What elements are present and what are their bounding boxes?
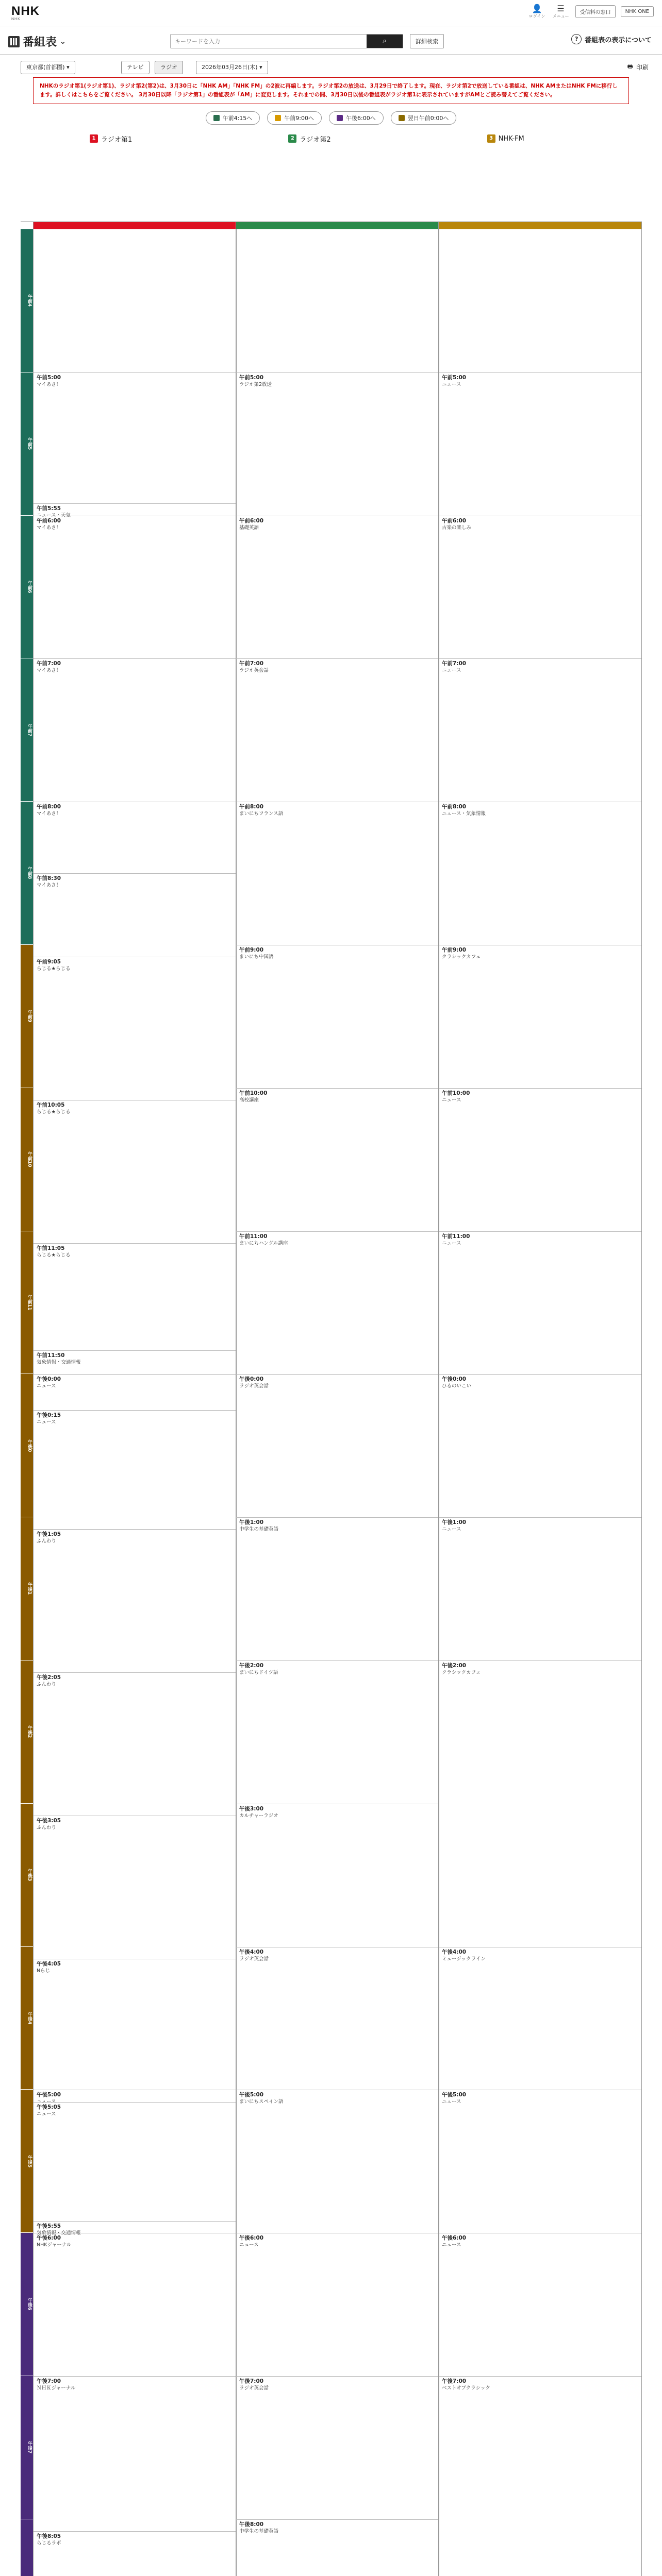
program-time: 午後7:00 xyxy=(442,2378,467,2384)
program-title: ニュース xyxy=(442,1527,461,1533)
program-title: ニュース xyxy=(442,2099,461,2105)
program-cell[interactable] xyxy=(34,2221,236,2236)
program-time: 午後5:00 xyxy=(239,2092,264,2098)
hour-label: 午後3 xyxy=(21,1804,33,1946)
program-cell[interactable] xyxy=(439,1660,641,1947)
program-title: まいにちドイツ語 xyxy=(239,1670,278,1675)
program-cell[interactable] xyxy=(34,1816,236,1959)
program-time: 午後7:00 xyxy=(239,2378,264,2384)
menu-icon[interactable]: ☰ メニュー xyxy=(552,4,569,19)
program-time: 午後1:00 xyxy=(442,1519,467,1526)
program-time: 午後5:00 xyxy=(37,2092,61,2098)
program-title: まいにちスペイン語 xyxy=(239,2099,284,2105)
program-time: 午前8:00 xyxy=(37,804,61,810)
program-time: 午後2:00 xyxy=(239,1663,264,1669)
column-fm xyxy=(438,222,642,2576)
column-r2 xyxy=(236,222,439,2576)
program-time: 午後5:00 xyxy=(442,2092,467,2098)
program-title: マイあさ！ xyxy=(37,381,61,387)
program-time: 午後3:00 xyxy=(239,1805,264,1812)
program-time: 午後6:00 xyxy=(37,2235,61,2242)
hour-label: 午後0 xyxy=(21,1374,33,1517)
program-time: 午前8:00 xyxy=(239,804,264,810)
jump-button-midnight[interactable]: 翌日午前0:00へ xyxy=(391,111,457,125)
page-title[interactable]: 番組表 ⌄ xyxy=(8,33,66,49)
program-cell[interactable] xyxy=(34,2233,236,2376)
program-cell[interactable] xyxy=(34,1959,236,2090)
hour-label: 午前7 xyxy=(21,658,33,801)
program-time: 午前9:05 xyxy=(37,959,61,965)
program-cell[interactable] xyxy=(34,503,236,519)
jump-button-morning[interactable]: 午前4:15へ xyxy=(206,111,260,125)
program-cell[interactable] xyxy=(34,1672,236,1816)
nhk-logo[interactable]: NHK NHK xyxy=(11,4,40,21)
jump-button-evening[interactable]: 午後6:00へ xyxy=(329,111,384,125)
program-cell[interactable] xyxy=(34,2531,236,2576)
program-time: 午前8:30 xyxy=(37,875,61,882)
hour-label: 午前8 xyxy=(21,802,33,944)
program-title: ふんわり xyxy=(37,1824,57,1831)
program-time: 午後5:05 xyxy=(37,2104,61,2110)
program-cell[interactable] xyxy=(236,1804,439,1947)
top-bar xyxy=(0,0,662,26)
program-title: 気象情報・交通情報 xyxy=(37,1360,81,1366)
program-title: ニュース xyxy=(442,1240,461,1246)
program-title: マイあさ！ xyxy=(37,524,61,531)
program-title: 中学生の基礎英語 xyxy=(239,1527,279,1533)
program-title: ニュース・天気 xyxy=(37,513,71,519)
program-time: 午後0:00 xyxy=(239,1376,264,1383)
program-title: カルチャーラジオ xyxy=(239,1812,278,1819)
search-row xyxy=(0,26,662,55)
program-time: 午後2:05 xyxy=(37,1674,61,1681)
program-cell[interactable] xyxy=(236,1517,439,1660)
program-title: ふんわり xyxy=(37,1538,57,1545)
advanced-search-button[interactable]: 詳細検索 xyxy=(410,34,444,48)
hour-label: 午後7 xyxy=(21,2376,33,2519)
program-title: ニュース xyxy=(239,2242,259,2248)
schedule-grid xyxy=(21,222,642,2576)
search-input[interactable] xyxy=(171,35,367,48)
hour-label: 午後2 xyxy=(21,1660,33,1803)
program-title: マイあさ！ xyxy=(37,883,61,889)
program-cell[interactable] xyxy=(236,1947,439,2090)
program-title: ラジオ英会話 xyxy=(239,2385,269,2391)
program-title: ニュース xyxy=(442,381,461,387)
program-cell[interactable] xyxy=(439,1947,641,2090)
program-title: らじるラボ xyxy=(37,2540,61,2546)
region-select[interactable]: 東京都(首都圏) ▾ xyxy=(21,61,75,74)
program-title: ふんわり xyxy=(37,1682,57,1688)
print-button[interactable]: 🖶 印刷 xyxy=(627,62,649,73)
hour-label: 午前11 xyxy=(21,1231,33,1374)
program-time: 午前9:00 xyxy=(239,947,264,953)
top-icons xyxy=(528,4,654,19)
program-title: ニュース xyxy=(37,1383,56,1389)
program-cell[interactable] xyxy=(236,2233,439,2376)
program-cell[interactable] xyxy=(439,658,641,802)
channel-header xyxy=(33,133,629,144)
program-cell[interactable] xyxy=(34,873,236,957)
program-time: 午前5:00 xyxy=(239,374,264,381)
program-title: らじる★らじる xyxy=(37,966,71,972)
program-cell[interactable] xyxy=(236,1088,439,1231)
program-time: 午前10:00 xyxy=(442,1090,470,1096)
program-title: ニュース xyxy=(37,1419,56,1425)
hour-label: 午前9 xyxy=(21,945,33,1088)
channel-r2[interactable]: 2 ラジオ第2 xyxy=(231,133,430,144)
program-title: 古楽の楽しみ xyxy=(442,524,472,531)
hour-label xyxy=(21,2519,33,2576)
program-time: 午前11:05 xyxy=(37,1245,65,1251)
program-time: 午後4:05 xyxy=(37,1960,61,1967)
register-button[interactable]: 受信料の窓口 xyxy=(575,5,616,18)
program-time: 午前11:00 xyxy=(442,1233,470,1240)
program-cell[interactable] xyxy=(34,957,236,1100)
program-cell[interactable] xyxy=(34,2376,236,2531)
program-cell[interactable] xyxy=(236,2376,439,2519)
program-time: 午後8:05 xyxy=(37,2533,61,2539)
program-cell[interactable] xyxy=(34,2090,236,2105)
program-cell[interactable] xyxy=(439,1517,641,1660)
hour-label: 午前5 xyxy=(21,372,33,515)
program-title: NHKジャーナル xyxy=(37,2242,72,2248)
program-title: ベストオブクラシック xyxy=(442,2385,490,2391)
program-cell[interactable] xyxy=(34,516,236,659)
program-title: 高校講座 xyxy=(239,1097,259,1103)
printer-icon: 🖶 xyxy=(627,63,633,70)
program-cell[interactable] xyxy=(439,1088,641,1231)
program-title: ラジオ英会話 xyxy=(239,1956,269,1962)
program-time: 午前6:00 xyxy=(37,517,61,524)
hour-label: 午後4 xyxy=(21,1947,33,2090)
program-time: 午前7:00 xyxy=(239,660,264,667)
program-cell[interactable] xyxy=(439,372,641,516)
program-title: 気象情報・交通情報 xyxy=(37,2230,81,2236)
program-cell[interactable] xyxy=(34,658,236,802)
program-title: まいにちハングル講座 xyxy=(239,1240,288,1246)
program-title: ニュース xyxy=(442,2242,461,2248)
account-icon[interactable]: 👤 ログイン xyxy=(528,4,545,19)
program-cell[interactable] xyxy=(34,2102,236,2222)
program-cell[interactable] xyxy=(439,516,641,659)
date-select[interactable]: 2026年03月26日(木) ▾ xyxy=(196,61,268,74)
about-link[interactable]: ? 番組表の表示について xyxy=(571,34,652,44)
grid-icon xyxy=(8,36,20,47)
program-time: 午後0:00 xyxy=(37,1376,61,1383)
program-cell[interactable] xyxy=(34,1350,236,1374)
program-title: まいにちフランス語 xyxy=(239,811,284,817)
program-title: ＮＨＫジャーナル xyxy=(37,2385,76,2391)
program-title: ひるのいこい xyxy=(442,1383,472,1389)
plus-button[interactable]: NHK ONE xyxy=(621,6,654,17)
program-title: ラジオ第2放送 xyxy=(239,381,272,387)
hour-label: 午後5 xyxy=(21,2090,33,2232)
program-time: 午前10:00 xyxy=(239,1090,268,1096)
program-time: 午後5:55 xyxy=(37,2223,61,2230)
program-time: 午後0:00 xyxy=(442,1376,467,1383)
program-cell[interactable] xyxy=(439,2233,641,2376)
program-title: マイあさ！ xyxy=(37,668,61,674)
program-time: 午後3:05 xyxy=(37,1817,61,1824)
program-cell[interactable] xyxy=(34,1374,236,1410)
program-time: 午後1:05 xyxy=(37,1531,61,1538)
program-time: 午後0:15 xyxy=(37,1412,61,1418)
program-time: 午前5:00 xyxy=(442,374,467,381)
program-cell[interactable] xyxy=(236,372,439,516)
program-cell[interactable] xyxy=(34,1410,236,1530)
program-cell[interactable] xyxy=(34,1529,236,1672)
program-time: 午前11:50 xyxy=(37,1352,65,1359)
program-time: 午後1:00 xyxy=(239,1519,264,1526)
hour-label: 午後1 xyxy=(21,1517,33,1660)
program-cell[interactable] xyxy=(236,1660,439,1804)
program-cell[interactable] xyxy=(34,1100,236,1243)
program-title: ニュース・気象情報 xyxy=(442,811,486,817)
time-jump-bar xyxy=(0,111,662,125)
hour-label: 午前10 xyxy=(21,1088,33,1231)
program-cell[interactable] xyxy=(236,2090,439,2233)
program-cell[interactable] xyxy=(439,2376,641,2576)
program-time: 午前5:00 xyxy=(37,374,61,381)
hour-column xyxy=(21,222,33,2576)
program-title: 基礎英語 xyxy=(239,524,259,531)
program-time: 午前8:00 xyxy=(442,804,467,810)
program-title: ラジオ英会話 xyxy=(239,668,269,674)
program-cell[interactable] xyxy=(34,372,236,504)
program-title: クラシックカフェ xyxy=(442,1670,481,1675)
program-cell[interactable] xyxy=(439,802,641,945)
program-time: 午前10:05 xyxy=(37,1101,65,1108)
program-title: ニュース xyxy=(442,1097,461,1103)
hour-label: 午後6 xyxy=(21,2233,33,2376)
program-time: 午前6:00 xyxy=(442,517,467,524)
filter-row xyxy=(0,55,662,77)
chevron-down-icon: ⌄ xyxy=(60,37,66,46)
program-time: 午後4:00 xyxy=(239,1948,264,1955)
program-title: Nらじ xyxy=(37,1968,51,1974)
program-title: クラシックカフェ xyxy=(442,954,481,960)
program-time: 午後8:00 xyxy=(239,2521,264,2528)
program-time: 午前5:55 xyxy=(37,505,61,512)
program-cell[interactable] xyxy=(236,2519,439,2576)
program-title: ニュース xyxy=(37,2099,56,2105)
program-time: 午前9:00 xyxy=(442,947,467,953)
program-title: まいにち中国語 xyxy=(239,954,274,960)
program-title: ニュース xyxy=(442,668,461,674)
program-title: ミュージックライン xyxy=(442,1956,486,1962)
notice-box: NHKのラジオ第1(ラジオ第1)、ラジオ第2(第2)は、3月30日に「NHK AM」「NHK FM」の2波に再編します。ラジオ第2の放送は、3月29日で終了します。現在、ラジオ第2で放送している番組は、NHK AMまたはNHK FMに移行します。詳しくはこちらをご覧ください。 3月30日以降「ラジオ第1」の番組表が「AM」に変更します。それまでの間、3月30日以後の番組表がラジオ第1に表示されていますがAMとご読み替えてご覧ください。 xyxy=(33,77,629,104)
search-button[interactable] xyxy=(367,35,403,48)
jump-button-noon[interactable]: 午前9:00へ xyxy=(267,111,322,125)
program-time: 午後2:00 xyxy=(442,1663,467,1669)
search-icon: ⌕ xyxy=(383,37,387,45)
program-title: マイあさ！ xyxy=(37,811,61,817)
program-time: 午前7:00 xyxy=(442,660,467,667)
program-title: らじる★らじる xyxy=(37,1109,71,1115)
channel-fm[interactable]: 3 NHK-FM xyxy=(431,133,629,144)
program-title: ニュース xyxy=(37,2111,56,2117)
program-cell[interactable] xyxy=(439,945,641,1088)
program-cell[interactable] xyxy=(236,802,439,945)
tab-radio[interactable]: ラジオ xyxy=(155,61,183,74)
search-box xyxy=(170,34,403,48)
program-cell[interactable] xyxy=(236,658,439,802)
program-cell[interactable] xyxy=(236,945,439,1088)
tab-tv[interactable]: テレビ xyxy=(121,61,150,74)
channel-r1[interactable]: 1 ラジオ第1 xyxy=(33,133,231,144)
program-cell[interactable] xyxy=(439,1374,641,1517)
program-title: 中学生の基礎英語 xyxy=(239,2528,279,2534)
column-r1 xyxy=(33,222,237,2576)
hour-label: 午前6 xyxy=(21,516,33,658)
program-cell[interactable] xyxy=(236,516,439,659)
program-time: 午後7:00 xyxy=(37,2378,61,2384)
program-title: ラジオ英会話 xyxy=(239,1383,269,1389)
hour-label: 午前4 xyxy=(21,229,33,372)
program-cell[interactable] xyxy=(34,802,236,873)
program-cell[interactable] xyxy=(236,1231,439,1375)
program-time: 午後6:00 xyxy=(442,2235,467,2242)
program-title: らじる★らじる xyxy=(37,1252,71,1258)
program-cell[interactable] xyxy=(439,1231,641,1375)
help-icon: ? xyxy=(571,34,582,44)
program-cell[interactable] xyxy=(439,2090,641,2233)
program-time: 午後4:00 xyxy=(442,1948,467,1955)
program-time: 午前6:00 xyxy=(239,517,264,524)
program-cell[interactable] xyxy=(236,1374,439,1517)
program-time: 午前11:00 xyxy=(239,1233,268,1240)
program-cell[interactable] xyxy=(34,1243,236,1350)
program-time: 午後6:00 xyxy=(239,2235,264,2242)
program-time: 午前7:00 xyxy=(37,660,61,667)
